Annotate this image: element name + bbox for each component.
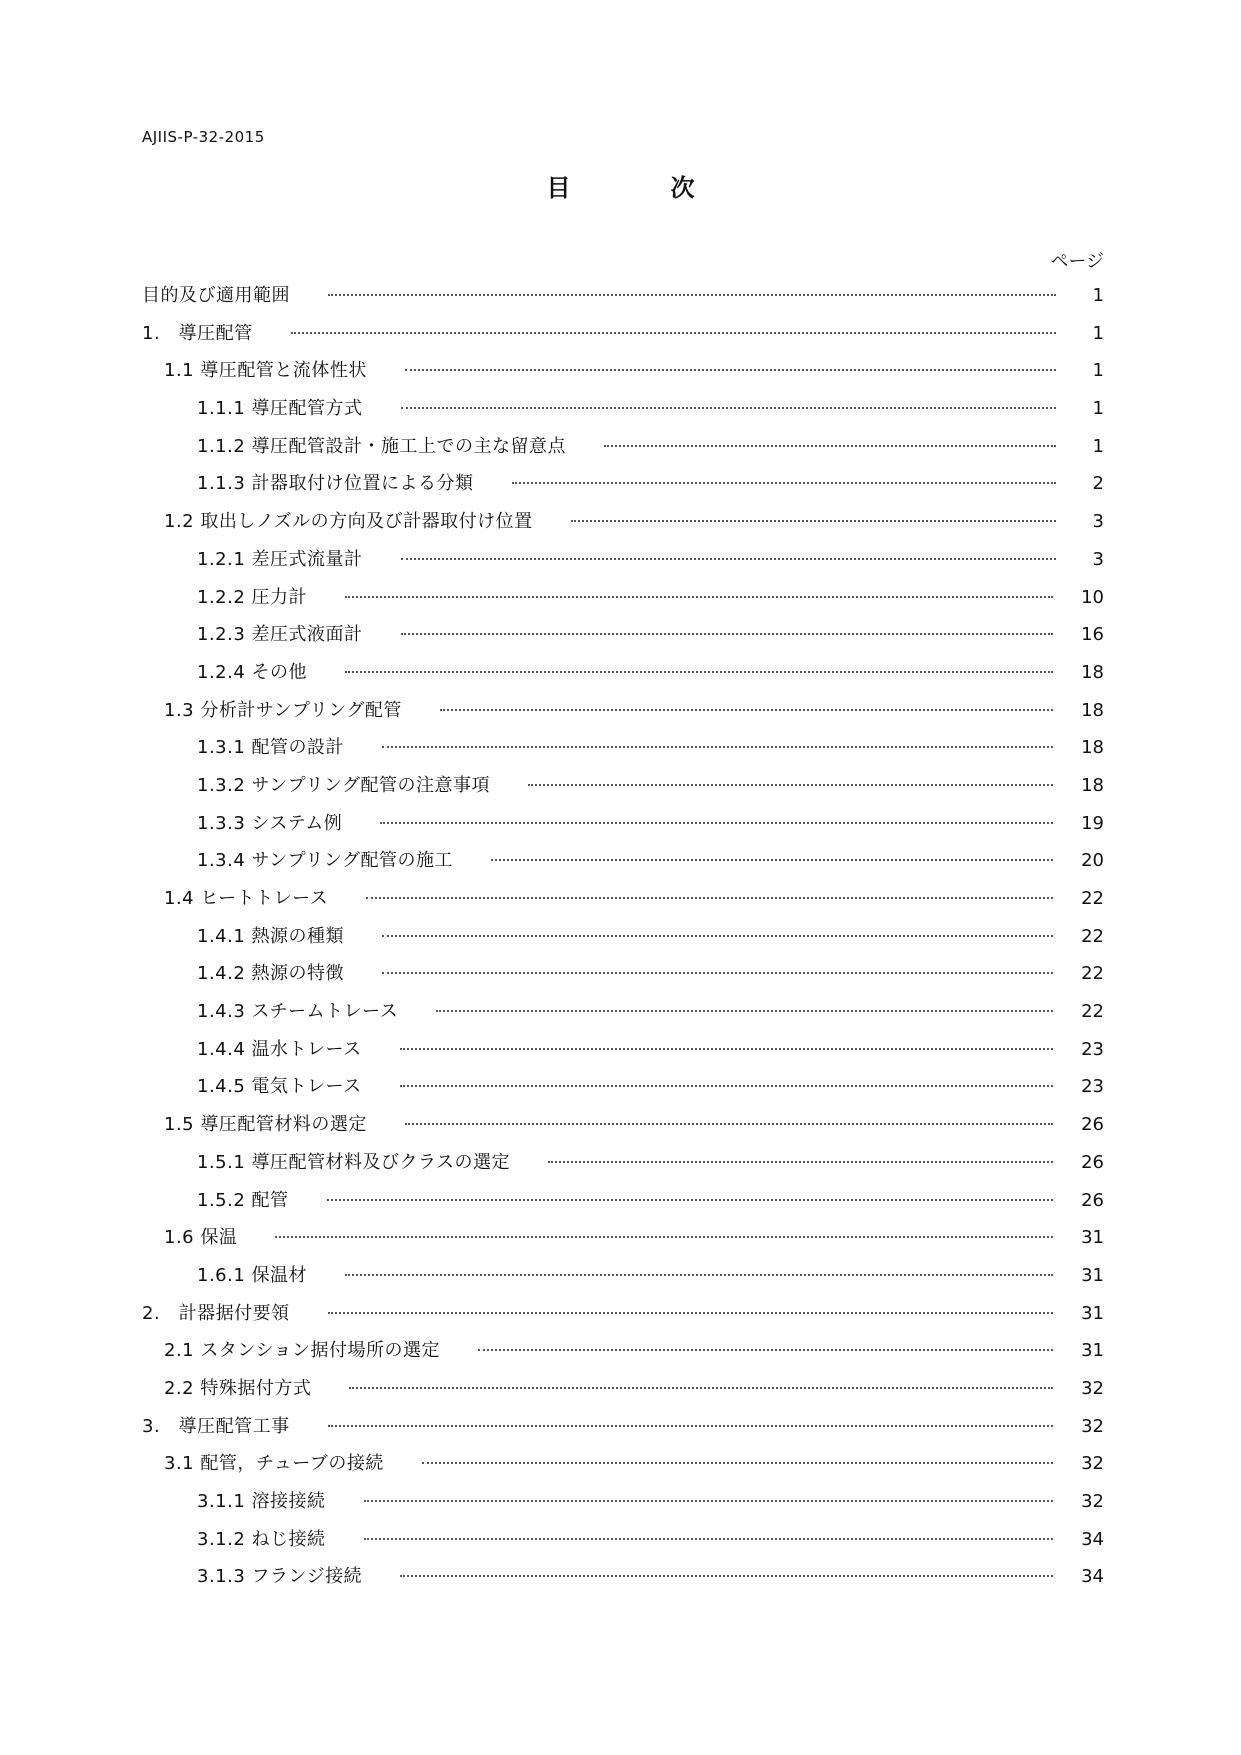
toc-entry[interactable] bbox=[142, 1110, 1104, 1148]
toc-leader-dots bbox=[327, 1199, 1054, 1201]
toc-entry-label: 2. 計器据付要領 bbox=[142, 1302, 290, 1324]
toc-entry-page: 34 bbox=[1081, 1528, 1104, 1550]
toc-leader-dots bbox=[364, 1500, 1054, 1502]
toc-entry-page: 22 bbox=[1081, 888, 1104, 909]
toc-leader-dots bbox=[401, 407, 1056, 409]
toc-leader-dots bbox=[401, 558, 1056, 560]
toc-entry[interactable] bbox=[142, 1374, 1104, 1412]
toc-leader-dots bbox=[440, 709, 1053, 711]
toc-leader-dots bbox=[400, 1085, 1053, 1087]
toc-entry-page: 1 bbox=[1092, 285, 1104, 306]
toc-entry-label: 1.3.1 配管の設計 bbox=[197, 737, 345, 759]
toc-entry-page: 32 bbox=[1081, 1415, 1104, 1437]
page-title-right: 次 bbox=[670, 174, 695, 202]
toc-leader-dots bbox=[345, 1274, 1053, 1276]
toc-entry-page: 32 bbox=[1081, 1377, 1104, 1399]
toc-entry[interactable] bbox=[142, 583, 1104, 621]
toc-entry-label: 1.2.1 差圧式流量計 bbox=[197, 548, 363, 570]
toc-entry[interactable] bbox=[142, 1072, 1104, 1110]
toc-entry-page: 34 bbox=[1081, 1566, 1104, 1588]
toc-leader-dots bbox=[275, 1236, 1053, 1238]
toc-entry[interactable] bbox=[142, 959, 1104, 997]
toc-entry-label: 1.5.1 導圧配管材料及びクラスの選定 bbox=[197, 1151, 510, 1173]
toc-entry[interactable] bbox=[142, 846, 1104, 884]
toc-entry-label: 1.2.3 差圧式液面計 bbox=[197, 624, 363, 646]
toc-leader-dots bbox=[400, 1575, 1053, 1577]
toc-entry-label: 目的及び適用範囲 bbox=[142, 285, 290, 306]
toc-entry-page: 32 bbox=[1081, 1491, 1104, 1512]
toc-entry-page: 22 bbox=[1081, 963, 1104, 985]
toc-entry[interactable] bbox=[142, 1148, 1104, 1186]
toc-entry[interactable] bbox=[142, 1223, 1104, 1261]
toc-entry-page: 3 bbox=[1092, 548, 1104, 570]
toc-leader-dots bbox=[512, 482, 1056, 484]
toc-entry[interactable] bbox=[142, 507, 1104, 545]
toc-entry-label: 3.1 配管，チューブの接続 bbox=[164, 1453, 384, 1475]
toc-entry[interactable] bbox=[142, 884, 1104, 922]
toc-entry[interactable] bbox=[142, 1525, 1104, 1563]
toc-entry-label: 1.2.2 圧力計 bbox=[197, 586, 308, 608]
toc-entry-label: 1.2.4 その他 bbox=[197, 661, 308, 683]
toc-entry-page: 31 bbox=[1081, 1302, 1104, 1324]
toc-leader-dots bbox=[604, 445, 1056, 447]
toc-leader-dots bbox=[345, 596, 1053, 598]
toc-entry[interactable] bbox=[142, 319, 1104, 357]
toc-entry[interactable] bbox=[142, 733, 1104, 771]
toc-leader-dots bbox=[436, 1010, 1053, 1012]
toc-entry-label: 1.6.1 保温材 bbox=[197, 1264, 308, 1286]
toc-entry[interactable] bbox=[142, 1449, 1104, 1487]
toc-entry[interactable] bbox=[142, 1035, 1104, 1073]
toc-entry[interactable] bbox=[142, 771, 1104, 809]
toc-entry[interactable] bbox=[142, 1412, 1104, 1450]
toc-entry-label: 1.4.3 スチームトレース bbox=[197, 1001, 399, 1023]
toc-leader-dots bbox=[528, 784, 1053, 786]
toc-entry-label: 1.4.5 電気トレース bbox=[197, 1076, 362, 1098]
toc-entry[interactable] bbox=[142, 545, 1104, 583]
toc-entry[interactable] bbox=[142, 809, 1104, 847]
toc-entry-label: 1.4.4 温水トレース bbox=[197, 1038, 362, 1060]
toc-entry-label: 2.1 スタンション据付場所の選定 bbox=[164, 1340, 441, 1362]
toc-leader-dots bbox=[380, 822, 1053, 824]
toc-entry-label: 2.2 特殊据付方式 bbox=[164, 1377, 312, 1399]
toc-entry[interactable] bbox=[142, 997, 1104, 1035]
toc-entry-label: 1.3.2 サンプリング配管の注意事項 bbox=[197, 774, 491, 796]
toc-entry-page: 1 bbox=[1092, 398, 1104, 420]
toc-entry-label: 1.1.1 導圧配管方式 bbox=[197, 398, 363, 420]
toc-entry-page: 22 bbox=[1081, 1001, 1104, 1023]
toc-leader-dots bbox=[382, 972, 1053, 974]
page-title-left: 目 bbox=[546, 174, 571, 202]
toc-entry[interactable] bbox=[142, 922, 1104, 960]
toc-leader-dots bbox=[382, 935, 1053, 937]
toc-leader-dots bbox=[382, 746, 1053, 748]
toc-leader-dots bbox=[364, 1538, 1054, 1540]
page-column-header: ページ bbox=[1050, 251, 1104, 272]
toc-leader-dots bbox=[491, 859, 1053, 861]
toc-entry-page: 20 bbox=[1081, 850, 1104, 872]
toc-leader-dots bbox=[328, 1425, 1053, 1427]
toc-entry[interactable] bbox=[142, 356, 1104, 394]
toc-entry[interactable] bbox=[142, 1562, 1104, 1600]
toc-entry-page: 23 bbox=[1081, 1038, 1104, 1060]
toc-entry-page: 18 bbox=[1081, 737, 1104, 759]
toc-entry[interactable] bbox=[142, 394, 1104, 432]
toc-entry-page: 18 bbox=[1081, 774, 1104, 796]
toc-entry[interactable] bbox=[142, 1299, 1104, 1337]
toc-entry-label: 1.2 取出しノズルの方向及び計器取付け位置 bbox=[164, 511, 533, 533]
toc-entry-label: 1.4.2 熱源の特徴 bbox=[197, 963, 345, 985]
toc-entry-page: 1 bbox=[1092, 435, 1104, 457]
toc-leader-dots bbox=[328, 294, 1056, 296]
toc-leader-dots bbox=[328, 1312, 1053, 1314]
toc-entry-page: 32 bbox=[1081, 1453, 1104, 1475]
toc-entry[interactable] bbox=[142, 469, 1104, 507]
toc-leader-dots bbox=[571, 520, 1056, 522]
toc-entry-label: 1.3.3 システム例 bbox=[197, 812, 343, 834]
toc-entry-label: 1.4 ヒートトレース bbox=[164, 888, 329, 909]
toc-leader-dots bbox=[345, 671, 1053, 673]
toc-entry-page: 26 bbox=[1081, 1114, 1104, 1136]
page-title bbox=[0, 168, 1241, 203]
table-of-contents bbox=[142, 281, 1104, 1600]
toc-leader-dots bbox=[401, 633, 1054, 635]
toc-entry-label: 3.1.3 フランジ接続 bbox=[197, 1566, 363, 1588]
toc-entry[interactable] bbox=[142, 658, 1104, 696]
toc-entry-label: 1.4.1 熱源の種類 bbox=[197, 925, 345, 947]
toc-entry[interactable] bbox=[142, 432, 1104, 470]
toc-leader-dots bbox=[349, 1387, 1053, 1389]
toc-entry-label: 1.5.2 配管 bbox=[197, 1189, 289, 1211]
toc-leader-dots bbox=[405, 1123, 1053, 1125]
toc-leader-dots bbox=[405, 369, 1056, 371]
toc-entry-label: 3.1.1 溶接接続 bbox=[197, 1491, 326, 1512]
toc-entry-page: 18 bbox=[1081, 699, 1104, 721]
toc-entry-label: 1.6 保温 bbox=[164, 1227, 238, 1249]
toc-entry-page: 16 bbox=[1081, 624, 1104, 646]
toc-entry-label: 1.1 導圧配管と流体性状 bbox=[164, 360, 367, 382]
toc-leader-dots bbox=[422, 1462, 1053, 1464]
toc-entry-label: 1.3.4 サンプリング配管の施工 bbox=[197, 850, 454, 872]
toc-entry-page: 18 bbox=[1081, 661, 1104, 683]
toc-entry-page: 23 bbox=[1081, 1076, 1104, 1098]
toc-entry-page: 26 bbox=[1081, 1151, 1104, 1173]
toc-entry-page: 26 bbox=[1081, 1189, 1104, 1211]
toc-leader-dots bbox=[400, 1048, 1053, 1050]
toc-entry-page: 22 bbox=[1081, 925, 1104, 947]
toc-entry[interactable] bbox=[142, 1336, 1104, 1374]
toc-leader-dots bbox=[366, 897, 1053, 899]
toc-entry-label: 1.3 分析計サンプリング配管 bbox=[164, 699, 402, 721]
toc-entry-page: 19 bbox=[1081, 812, 1104, 834]
toc-entry-page: 10 bbox=[1081, 586, 1104, 608]
toc-entry[interactable] bbox=[142, 281, 1104, 319]
toc-entry-page: 1 bbox=[1092, 322, 1104, 344]
toc-entry-label: 1.1.3 計器取付け位置による分類 bbox=[197, 473, 474, 495]
toc-entry[interactable] bbox=[142, 620, 1104, 658]
toc-entry-page: 3 bbox=[1092, 511, 1104, 533]
toc-entry-label: 3. 導圧配管工事 bbox=[142, 1415, 290, 1437]
toc-entry-label: 1.5 導圧配管材料の選定 bbox=[164, 1114, 367, 1136]
toc-entry[interactable] bbox=[142, 1261, 1104, 1299]
toc-entry[interactable] bbox=[142, 1186, 1104, 1224]
toc-entry-label: 1.1.2 導圧配管設計・施工上での主な留意点 bbox=[197, 435, 567, 457]
toc-entry-page: 31 bbox=[1081, 1264, 1104, 1286]
toc-leader-dots bbox=[548, 1161, 1053, 1163]
toc-leader-dots bbox=[478, 1349, 1053, 1351]
toc-entry-page: 2 bbox=[1092, 473, 1104, 495]
toc-entry-label: 3.1.2 ねじ接続 bbox=[197, 1528, 326, 1550]
toc-entry-page: 31 bbox=[1081, 1227, 1104, 1249]
toc-leader-dots bbox=[291, 332, 1056, 334]
toc-entry[interactable] bbox=[142, 696, 1104, 734]
toc-entry[interactable] bbox=[142, 1487, 1104, 1525]
document-id: AJIIS-P-32-2015 bbox=[142, 128, 265, 146]
toc-entry-page: 1 bbox=[1092, 360, 1104, 382]
toc-entry-label: 1. 導圧配管 bbox=[142, 322, 253, 344]
toc-entry-page: 31 bbox=[1081, 1340, 1104, 1362]
